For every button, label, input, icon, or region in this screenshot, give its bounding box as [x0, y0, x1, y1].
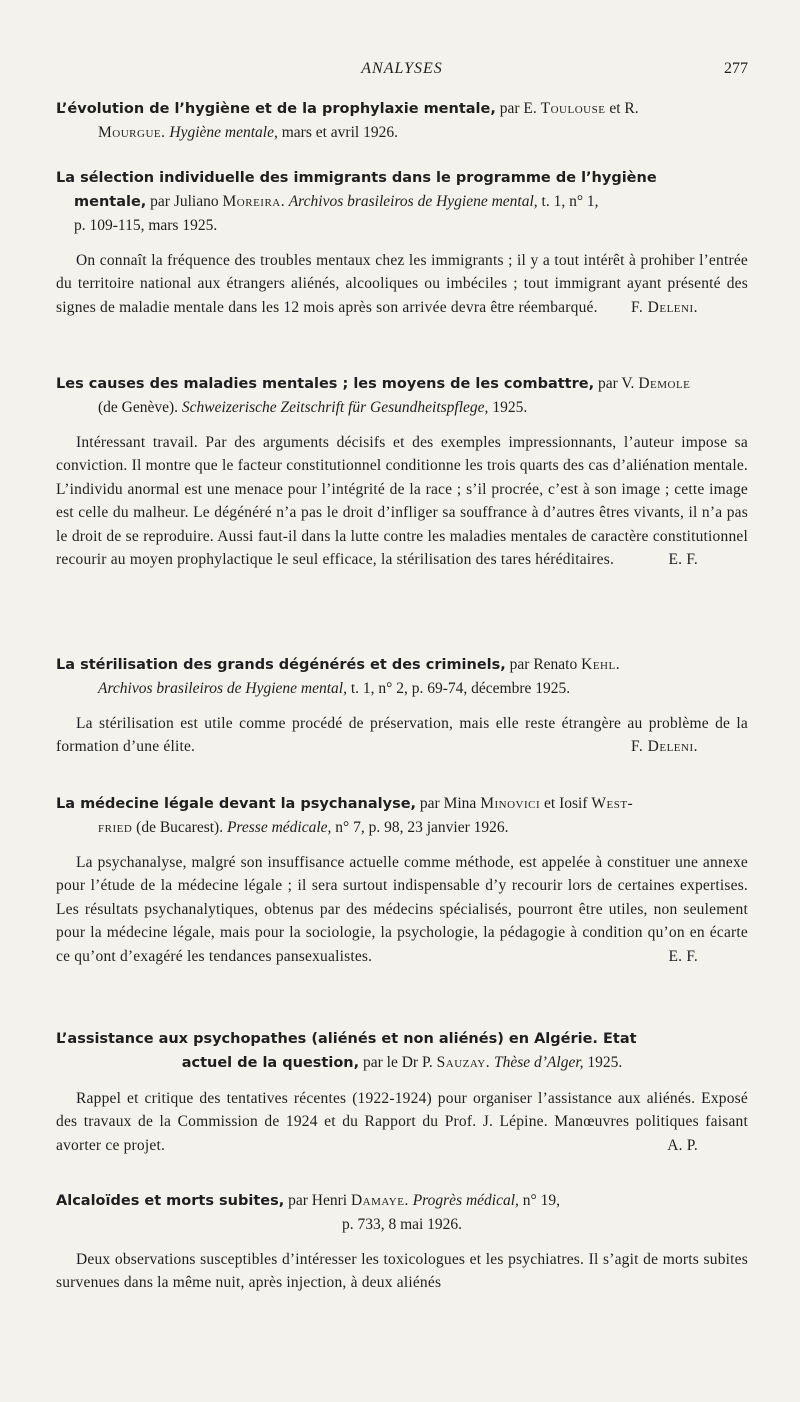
journal-name: Schweizerische Zeitschrift für Gesundheitspflege, — [181, 399, 489, 416]
entry-body: On connaît la fréquence des troubles mentaux chez les immigrants ; il y a tout intérêt à prohiber l’entrée du territoire national aux étrangers aliénés, alcooliques ou imbéciles ; tout immigrant ayant présenté des signes de maladie mentale dans les 12 mois après son arrivée devra être réembarqué. F. Deleni. — [56, 249, 748, 319]
reviewer-signature: E. F. — [668, 551, 698, 569]
journal-name: Thèse d’Alger, — [490, 1054, 584, 1071]
entry-body: Deux observations susceptibles d’intéresser les toxicologues et les psychiatres. Il s’agit de morts subites survenues dans la même nuit, après injection, à deux aliénés — [56, 1251, 748, 1292]
entry-body: Intéressant travail. Par des arguments décisifs et des exemples impressionnants, l’auteur impose sa conviction. Il montre que le facteur constitutionnel conditionne les trois quarts des cas d’aliénation mentale. L’individu anormal est une menace pour l’intégrité de la race ; s’il procrée, c’est à son image ; cette image est celle du malheur. Le dégénéré n’a pas le droit d’infliger sa souffrance à d’autres êtres vivants, il n’a pas le droit de se reproduire. Aussi faut-il dans la lutte contre les maladies mentales de caractère constitutionnel recourir au moyen prophylactique le seul efficace, la stérilisation des tares héréditaires. E. F. — [56, 431, 748, 571]
entry-title: Alcaloïdes et morts subites, — [56, 1193, 285, 1209]
author-name: Demole — [638, 375, 691, 392]
page-number: 277 — [724, 60, 748, 77]
entry-body: La stérilisation est utile comme procédé de préservation, mais elle reste étrangère au problème de la formation d’une élite. F. Deleni. — [56, 712, 748, 759]
author-name: Minovici — [480, 795, 541, 812]
entry-title: La stérilisation des grands dégénérés et des criminels, — [56, 657, 506, 673]
reviewer-signature: E. F. — [668, 947, 698, 965]
author-name: Sauzay. — [436, 1054, 491, 1071]
review-entry-3 — [56, 372, 748, 571]
journal-name: Hygiène mentale, — [169, 124, 278, 141]
page-header — [56, 60, 748, 84]
entry-title: L’assistance aux psychopathes (aliénés et non aliénés) en Algérie. Etat — [56, 1031, 637, 1047]
journal-name: Progrès médical, — [408, 1192, 519, 1209]
entry-title: Les causes des maladies mentales ; les moyens de les combattre, — [56, 376, 595, 392]
entry-heading: Les causes des maladies mentales ; les moyens de les combattre, par V. Demole (de Genève). Schweizerische Zeitschrift für Gesundheitspflege, 1925. — [56, 375, 691, 416]
entry-title: L’évolution de l’hygiène et de la prophylaxie mentale, — [56, 101, 496, 117]
author-name: Toulouse — [540, 100, 606, 117]
review-entry-7 — [56, 1189, 748, 1295]
author-name: West- — [591, 795, 634, 812]
review-entry-6 — [56, 1027, 748, 1157]
author-name: Moreira. — [222, 193, 286, 210]
running-head: ANALYSES — [361, 60, 443, 77]
journal-name: Presse médicale, — [226, 819, 332, 836]
entry-body: La psychanalyse, malgré son insuffisance actuelle comme méthode, est appelée à constituer une annexe pour l’étude de la médecine légale ; il sera surtout indispensable d’y recourir lors de certaines expertises. Les résultats psychanalytiques, obtenus par des médecins spécialisés, pourront être utiles, non seulement pour la médecine légale, mais pour la sociologie, la psychologie, la pédagogie à condition qu’on en écarte ce qu’ont d’exagéré les tendances pansexualistes. E. F. — [56, 851, 748, 968]
review-entry-1 — [56, 97, 748, 144]
entry-title: La médecine légale devant la psychanalyse, — [56, 796, 417, 812]
reviewer-signature: A. P. — [667, 1136, 698, 1154]
review-entry-5 — [56, 792, 748, 968]
entry-heading: La médecine légale devant la psychanalyse, par Mina Minovici et Iosif West- fried (de Bucarest). Presse médicale, n° 7, p. 98, 23 janvier 1926. — [56, 795, 634, 836]
reviewer-signature: F. Deleni. — [631, 738, 698, 756]
reviewer-signature: F. Deleni. — [631, 298, 698, 316]
entry-heading: Alcaloïdes et morts subites, par Henri Damaye. Progrès médical, n° 19, p. 733, 8 mai 1926. — [56, 1192, 560, 1233]
review-entry-4 — [56, 653, 748, 759]
journal-name: Archivos brasileiros de Hygiene mental, — [98, 680, 347, 697]
journal-name: Archivos brasileiros de Hygiene mental, — [285, 193, 538, 210]
entry-body: Rappel et critique des tentatives récentes (1922-1924) pour organiser l’assistance aux aliénés. Exposé des travaux de la Commission de 1924 et du Rapport du Prof. J. Lépine. Manœuvres politiques faisant avorter ce projet. A. P. — [56, 1087, 748, 1157]
entry-heading: L’évolution de l’hygiène et de la prophylaxie mentale, par E. Toulouse et R. Mourgue. Hygiène mentale, mars et avril 1926. — [56, 100, 639, 141]
entry-heading: La sélection individuelle des immigrants dans le programme de l’hygiène mentale, par Juliano Moreira. Archivos brasileiros de Hygiene mental, t. 1, n° 1, p. 109-115, mars 1925. — [56, 170, 657, 234]
author-name: Damaye. — [350, 1192, 409, 1209]
author-name: Kehl. — [581, 656, 621, 673]
entry-title: La sélection individuelle des immigrants dans le programme de l’hygiène — [56, 170, 657, 186]
entry-heading: La stérilisation des grands dégénérés et des criminels, par Renato Kehl. Archivos brasileiros de Hygiene mental, t. 1, n° 2, p. 69-74, décembre 1925. — [56, 656, 621, 697]
review-entry-2 — [56, 166, 748, 319]
entry-heading: L’assistance aux psychopathes (aliénés et non aliénés) en Algérie. Etat actuel de la question, par le Dr P. Sauzay. Thèse d’Alger, 1925. — [56, 1031, 637, 1071]
author-name: Mourgue. — [98, 124, 166, 141]
